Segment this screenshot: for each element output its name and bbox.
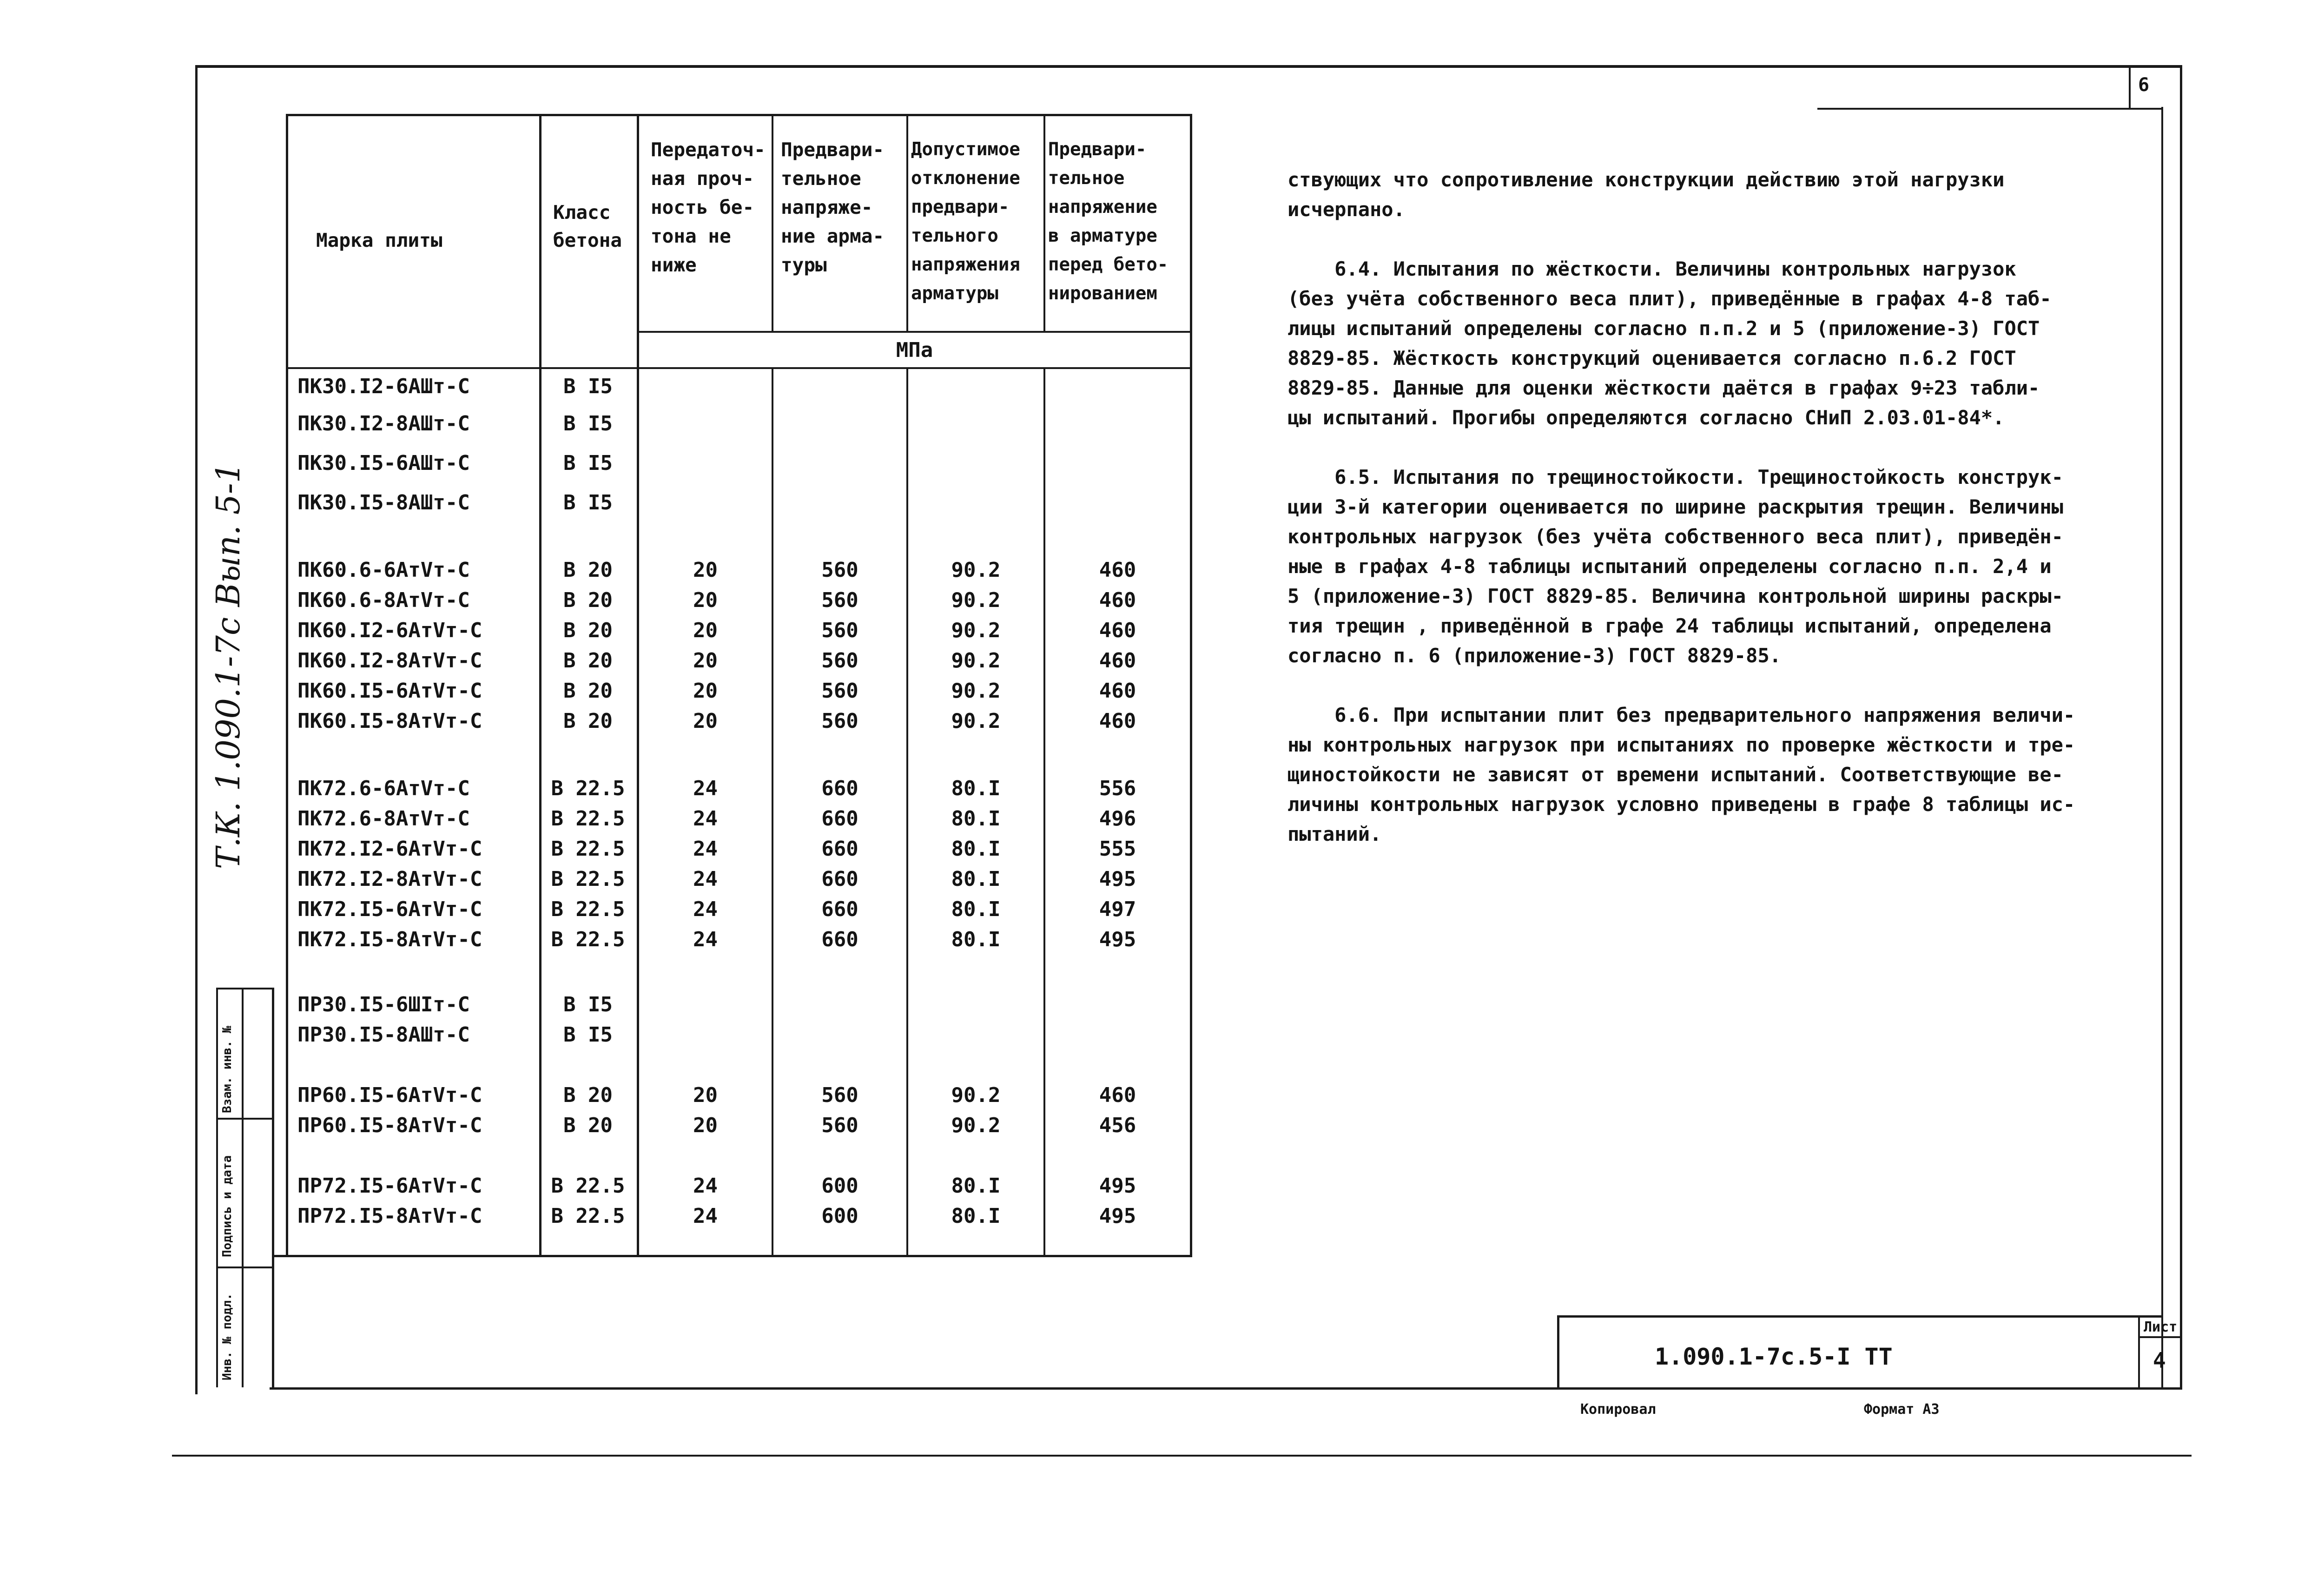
header-c6-6: нированием	[1048, 283, 1157, 304]
table-cell-prestress: 560	[821, 588, 858, 612]
table-cell-prestress: 600	[821, 1174, 858, 1198]
table-cell-strength	[639, 449, 772, 477]
table-cell-deviation: 80.I	[951, 776, 1001, 800]
table-cell-strength: 24	[693, 806, 718, 831]
stamp-mid	[242, 988, 244, 1387]
table-cell-prestress: 600	[821, 1204, 858, 1228]
footer-box-div	[2138, 1315, 2140, 1390]
table-cell-deviation: 80.I	[951, 1174, 1001, 1198]
table-cell-mark: ПР30.I5-8АШт-С	[297, 1022, 470, 1047]
footer-sheet-number: 4	[2153, 1348, 2166, 1373]
text-line: ны контрольных нагрузок при испытаниях по проверке жёсткости и тре-	[1287, 733, 2075, 756]
frame-right-inner	[2161, 107, 2163, 1390]
table-cell-strength	[639, 488, 772, 517]
text-line: лицы испытаний определены согласно п.п.2 и 5 (приложение-3) ГОСТ	[1287, 317, 2040, 340]
table-cell-before: 495	[1099, 1174, 1136, 1198]
table-cell-strength: 20	[693, 558, 718, 582]
table-cell-deviation: 80.I	[951, 806, 1001, 831]
table-cell-mark: ПК60.I2-6АтVт-С	[297, 618, 482, 642]
table-cell-class: В I5	[563, 451, 613, 475]
table-cell-deviation: 80.I	[951, 1204, 1001, 1228]
table-cell-prestress: 560	[821, 648, 858, 673]
table-cell-before	[1045, 1020, 1190, 1049]
table-cell-mark: ПК72.I5-6АтVт-С	[297, 897, 482, 921]
header-c4-2: тельное	[781, 167, 861, 190]
text-line: 6.4. Испытания по жёсткости. Величины контрольных нагрузок	[1287, 257, 2016, 280]
sheet-top-number: 6	[2138, 74, 2150, 96]
table-cell-mark: ПК72.I5-8АтVт-С	[297, 927, 482, 951]
table-cell-prestress: 660	[821, 806, 858, 831]
table-cell-strength	[639, 372, 772, 401]
table-cell-deviation: 90.2	[951, 558, 1001, 582]
table-cell-deviation: 90.2	[951, 679, 1001, 703]
sheet-box-left	[2129, 65, 2131, 109]
stamp-label-sign: Подпись и дата	[220, 1155, 234, 1257]
text-line: 5 (приложение-3) ГОСТ 8829-85. Величина контрольной ширины раскры-	[1287, 585, 2063, 607]
header-c3-1: Передаточ-	[651, 139, 766, 161]
text-line: ные в графах 4-8 таблицы испытаний определены согласно п.п. 2,4 и	[1287, 555, 2052, 578]
table-cell-class: В 20	[563, 618, 613, 642]
table-cell-prestress: 560	[821, 1113, 858, 1137]
header-c4-1: Предвари-	[781, 139, 885, 161]
table-cell-strength: 24	[693, 897, 718, 921]
table-cell-before: 495	[1099, 1204, 1136, 1228]
table-cell-class: В 22.5	[551, 897, 625, 921]
table-cell-deviation: 80.I	[951, 897, 1001, 921]
table-cell-deviation	[908, 1020, 1043, 1049]
table-cell-strength: 24	[693, 776, 718, 800]
table-cell-mark: ПК72.I2-8АтVт-С	[297, 867, 482, 891]
table-cell-prestress: 660	[821, 897, 858, 921]
table-cell-prestress	[773, 990, 906, 1019]
header-unit: МПа	[896, 338, 933, 362]
text-line: контрольных нагрузок (без учёта собственного веса плит), приведён-	[1287, 525, 2063, 548]
table-cell-deviation	[908, 990, 1043, 1019]
table-cell-strength: 20	[693, 1113, 718, 1137]
table-cell-strength: 20	[693, 1083, 718, 1107]
text-line: щиностойкости не зависят от времени испытаний. Соответствующие ве-	[1287, 763, 2063, 786]
table-cell-before: 460	[1099, 558, 1136, 582]
table-cell-deviation: 90.2	[951, 1113, 1001, 1137]
text-line: личины контрольных нагрузок условно приведены в графе 8 таблицы ис-	[1287, 793, 2075, 816]
text-line: 8829-85. Данные для оценки жёсткости даётся в графах 9÷23 табли-	[1287, 376, 2040, 399]
table-cell-prestress: 660	[821, 927, 858, 951]
footer-copied: Копировал	[1580, 1401, 1656, 1418]
table-cell-mark: ПК60.I5-8АтVт-С	[297, 709, 482, 733]
table-cell-prestress: 660	[821, 837, 858, 861]
header-c5-2: отклонение	[911, 168, 1020, 189]
frame-top	[195, 65, 2180, 68]
table-cell-before	[1045, 990, 1190, 1019]
stamp-label-replace: Взам. инв. №	[220, 1026, 234, 1113]
header-class-1: Класс	[553, 201, 611, 224]
header-c3-4: тона не	[651, 225, 731, 247]
table-cell-class: В 20	[563, 709, 613, 733]
table-cell-before: 496	[1099, 806, 1136, 831]
footer-format: Формат А3	[1864, 1401, 1940, 1418]
table-cell-class: В I5	[563, 411, 613, 435]
table-cell-class: В 20	[563, 588, 613, 612]
footer-sheet-label: Лист	[2144, 1319, 2178, 1335]
header-c5-1: Допустимое	[911, 139, 1020, 160]
table-cell-mark: ПК30.I5-8АШт-С	[297, 490, 470, 514]
table-cell-deviation: 80.I	[951, 837, 1001, 861]
header-c5-6: арматуры	[911, 283, 998, 304]
table-cell-strength: 20	[693, 588, 718, 612]
table-cell-before: 555	[1099, 837, 1136, 861]
table-cell-strength: 24	[693, 927, 718, 951]
table-cell-prestress: 560	[821, 618, 858, 642]
table-cell-mark: ПР60.I5-6АтVт-С	[297, 1083, 482, 1107]
footer-box-top	[1557, 1315, 2161, 1318]
table-cell-before	[1045, 449, 1190, 477]
table-cell-mark: ПР72.I5-8АтVт-С	[297, 1204, 482, 1228]
table-cell-deviation: 90.2	[951, 709, 1001, 733]
table-cell-mark: ПР30.I5-6ШIт-С	[297, 992, 470, 1016]
table-cell-class: В 22.5	[551, 1174, 625, 1198]
table-cell-mark: ПК60.I2-8АтVт-С	[297, 648, 482, 673]
header-c4-4: ние арма-	[781, 225, 885, 247]
table-cell-before	[1045, 409, 1190, 438]
stamp-top	[216, 988, 273, 989]
header-c6-5: перед бето-	[1048, 254, 1169, 275]
header-c6-2: тельное	[1048, 168, 1125, 189]
text-line: согласно п. 6 (приложение-3) ГОСТ 8829-85.	[1287, 644, 1782, 667]
text-line: исчерпано.	[1287, 198, 1405, 221]
header-c5-4: тельного	[911, 225, 998, 246]
table-cell-mark: ПК72.I2-6АтVт-С	[297, 837, 482, 861]
table-cell-deviation: 90.2	[951, 618, 1001, 642]
table-cell-mark: ПК30.I2-8АШт-С	[297, 411, 470, 435]
table-cell-strength	[639, 1020, 772, 1049]
table-cell-prestress	[773, 1020, 906, 1049]
table-cell-class: В I5	[563, 1022, 613, 1047]
col-line-6	[1043, 114, 1045, 332]
left-vertical-label: Т.К. 1.090.1-7с Вып. 5-1	[209, 462, 247, 869]
table-cell-deviation: 90.2	[951, 588, 1001, 612]
table-cell-prestress	[773, 409, 906, 438]
text-line: цы испытаний. Прогибы определяются согласно СНиП 2.03.01-84*.	[1287, 406, 2005, 429]
stamp-outer-left	[216, 988, 218, 1387]
stamp-div1	[216, 1118, 273, 1120]
table-cell-mark: ПК60.6-8АтVт-С	[297, 588, 470, 612]
header-c6-1: Предвари-	[1048, 139, 1147, 160]
table-cell-deviation: 80.I	[951, 867, 1001, 891]
table-cell-prestress: 660	[821, 867, 858, 891]
table-cell-mark: ПР60.I5-8АтVт-С	[297, 1113, 482, 1137]
table-cell-class: В 20	[563, 1083, 613, 1107]
table-cell-strength: 20	[693, 679, 718, 703]
table-cell-prestress	[773, 488, 906, 517]
header-c3-5: ниже	[651, 254, 697, 276]
text-line: ствующих что сопротивление конструкции действию этой нагрузки	[1287, 168, 2005, 191]
table-cell-before: 456	[1099, 1113, 1136, 1137]
table-cell-strength	[639, 990, 772, 1019]
stamp-inner-right	[272, 988, 274, 1387]
table-cell-deviation	[908, 372, 1043, 401]
table-cell-strength: 24	[693, 837, 718, 861]
table-cell-before: 495	[1099, 927, 1136, 951]
col-line-5	[906, 114, 908, 332]
text-line: 8829-85. Жёсткость конструкций оценивается согласно п.6.2 ГОСТ	[1287, 347, 2016, 369]
table-cell-strength: 24	[693, 867, 718, 891]
header-c4-5: туры	[781, 254, 827, 276]
table-cell-deviation	[908, 488, 1043, 517]
table-cell-strength: 20	[693, 648, 718, 673]
table-cell-prestress: 660	[821, 776, 858, 800]
table-cell-before: 460	[1099, 1083, 1136, 1107]
table-left	[286, 114, 288, 1257]
footer-box-rightline	[2138, 1336, 2180, 1338]
table-cell-strength: 20	[693, 709, 718, 733]
text-line: 6.6. При испытании плит без предварительного напряжения величи-	[1287, 704, 2075, 726]
header-c6-3: напряжение	[1048, 197, 1157, 218]
header-class-2: бетона	[553, 229, 622, 251]
table-cell-before: 460	[1099, 588, 1136, 612]
table-cell-class: В 22.5	[551, 867, 625, 891]
table-cell-class: В 22.5	[551, 837, 625, 861]
text-line: тия трещин , приведённой в графе 24 таблицы испытаний, определена	[1287, 614, 2052, 637]
table-cell-before: 460	[1099, 648, 1136, 673]
table-cell-prestress: 560	[821, 709, 858, 733]
table-cell-class: В 20	[563, 558, 613, 582]
unit-top	[639, 331, 1192, 333]
table-bottom	[272, 1255, 1192, 1257]
frame-right-outer	[2180, 65, 2182, 1390]
header-c3-2: ная проч-	[651, 167, 754, 190]
table-cell-before: 460	[1099, 709, 1136, 733]
table-cell-mark: ПК30.I5-6АШт-С	[297, 451, 470, 475]
table-cell-class: В I5	[563, 992, 613, 1016]
table-cell-strength: 20	[693, 618, 718, 642]
table-cell-deviation: 80.I	[951, 927, 1001, 951]
table-cell-class: В 20	[563, 679, 613, 703]
text-line: (без учёта собственного веса плит), приведённые в графах 4-8 таб-	[1287, 287, 2052, 310]
table-cell-mark: ПР72.I5-6АтVт-С	[297, 1174, 482, 1198]
table-cell-deviation: 90.2	[951, 648, 1001, 673]
table-cell-before	[1045, 488, 1190, 517]
table-cell-mark: ПК72.6-8АтVт-С	[297, 806, 470, 831]
text-line: пытаний.	[1287, 823, 1382, 845]
text-line: ции 3-й категории оценивается по ширине раскрытия трещин. Величины	[1287, 495, 2063, 518]
table-cell-prestress: 560	[821, 558, 858, 582]
table-cell-prestress: 560	[821, 1083, 858, 1107]
table-cell-mark: ПК72.6-6АтVт-С	[297, 776, 470, 800]
table-cell-prestress: 560	[821, 679, 858, 703]
table-cell-mark: ПК60.6-6АтVт-С	[297, 558, 470, 582]
header-mark: Марка плиты	[316, 229, 442, 251]
table-cell-class: В 20	[563, 648, 613, 673]
table-top	[286, 114, 1192, 116]
sheet-box-bottom	[1817, 108, 2161, 110]
table-cell-strength: 24	[693, 1174, 718, 1198]
footer-code: 1.090.1-7с.5-I ТТ	[1655, 1343, 1893, 1370]
col-line-4	[772, 114, 773, 332]
table-cell-before: 495	[1099, 867, 1136, 891]
table-cell-prestress	[773, 449, 906, 477]
table-cell-deviation	[908, 449, 1043, 477]
stamp-label-inv: Инв. № подл.	[220, 1293, 234, 1380]
table-cell-strength	[639, 409, 772, 438]
table-cell-before: 460	[1099, 618, 1136, 642]
table-right	[1190, 114, 1192, 1257]
table-cell-before: 556	[1099, 776, 1136, 800]
stamp-div2	[216, 1266, 273, 1268]
table-cell-before	[1045, 372, 1190, 401]
table-cell-class: В 20	[563, 1113, 613, 1137]
header-bottom	[286, 367, 1192, 369]
header-c6-4: в арматуре	[1048, 225, 1157, 246]
table-cell-before: 460	[1099, 679, 1136, 703]
table-cell-deviation: 90.2	[951, 1083, 1001, 1107]
table-cell-before: 497	[1099, 897, 1136, 921]
header-c5-5: напряжения	[911, 254, 1020, 275]
table-cell-deviation	[908, 409, 1043, 438]
table-cell-mark: ПК30.I2-6АШт-С	[297, 374, 470, 398]
frame-bottom-outer	[172, 1455, 2192, 1457]
frame-bottom-inner	[270, 1387, 2182, 1390]
table-cell-class: В 22.5	[551, 806, 625, 831]
table-cell-class: В I5	[563, 374, 613, 398]
table-cell-mark: ПК60.I5-6АтVт-С	[297, 679, 482, 703]
header-c5-3: предвари-	[911, 197, 1010, 218]
frame-left	[195, 65, 198, 1394]
table-cell-class: В 22.5	[551, 776, 625, 800]
table-cell-prestress	[773, 372, 906, 401]
header-c3-3: ность бе-	[651, 196, 754, 218]
table-cell-class: В 22.5	[551, 927, 625, 951]
table-cell-class: В I5	[563, 490, 613, 514]
footer-box-left	[1557, 1315, 1559, 1390]
header-c4-3: напряже-	[781, 196, 873, 218]
table-cell-strength: 24	[693, 1204, 718, 1228]
table-cell-class: В 22.5	[551, 1204, 625, 1228]
text-line: 6.5. Испытания по трещиностойкости. Трещиностойкость конструк-	[1287, 466, 2063, 488]
